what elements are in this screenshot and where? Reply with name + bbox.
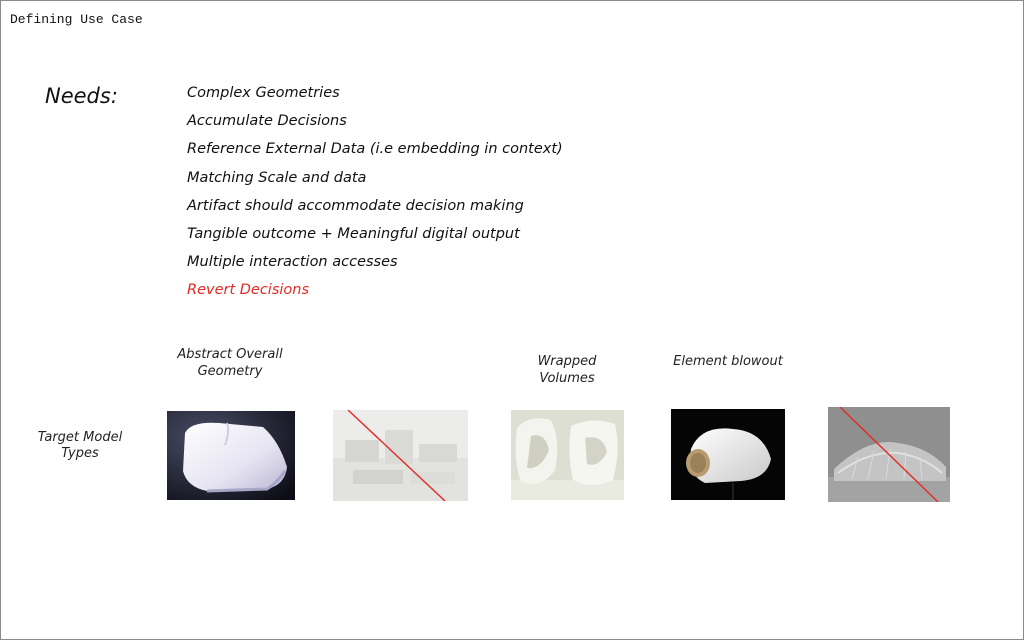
rejected-aerial-model-image — [828, 407, 950, 502]
abstract-geometry-image — [167, 411, 295, 500]
need-item: Matching Scale and data — [187, 169, 367, 186]
element-blowout-image — [671, 409, 785, 500]
need-item: Tangible outcome + Meaningful digital output — [187, 225, 520, 242]
slide-title: Defining Use Case — [10, 12, 143, 27]
need-item-highlighted: Revert Decisions — [187, 282, 310, 299]
caption-element-blowout: Element blowout — [673, 354, 783, 369]
need-item: Complex Geometries — [187, 85, 340, 101]
wrapped-volumes-image — [511, 410, 624, 500]
need-item: Multiple interaction accesses — [187, 254, 398, 271]
target-model-types-label: Target Model Types — [37, 430, 123, 461]
need-item: Accumulate Decisions — [187, 113, 347, 130]
caption-abstract-geometry: Abstract Overall Geometry — [177, 347, 283, 379]
needs-heading: Needs: — [45, 84, 118, 108]
caption-wrapped-volumes: Wrapped Volumes — [537, 354, 597, 386]
needs-list — [187, 84, 563, 310]
rejected-context-model-image — [333, 410, 468, 501]
need-item: Reference External Data (i.e embedding in context) — [187, 141, 563, 158]
need-item: Artifact should accommodate decision making — [187, 197, 524, 214]
